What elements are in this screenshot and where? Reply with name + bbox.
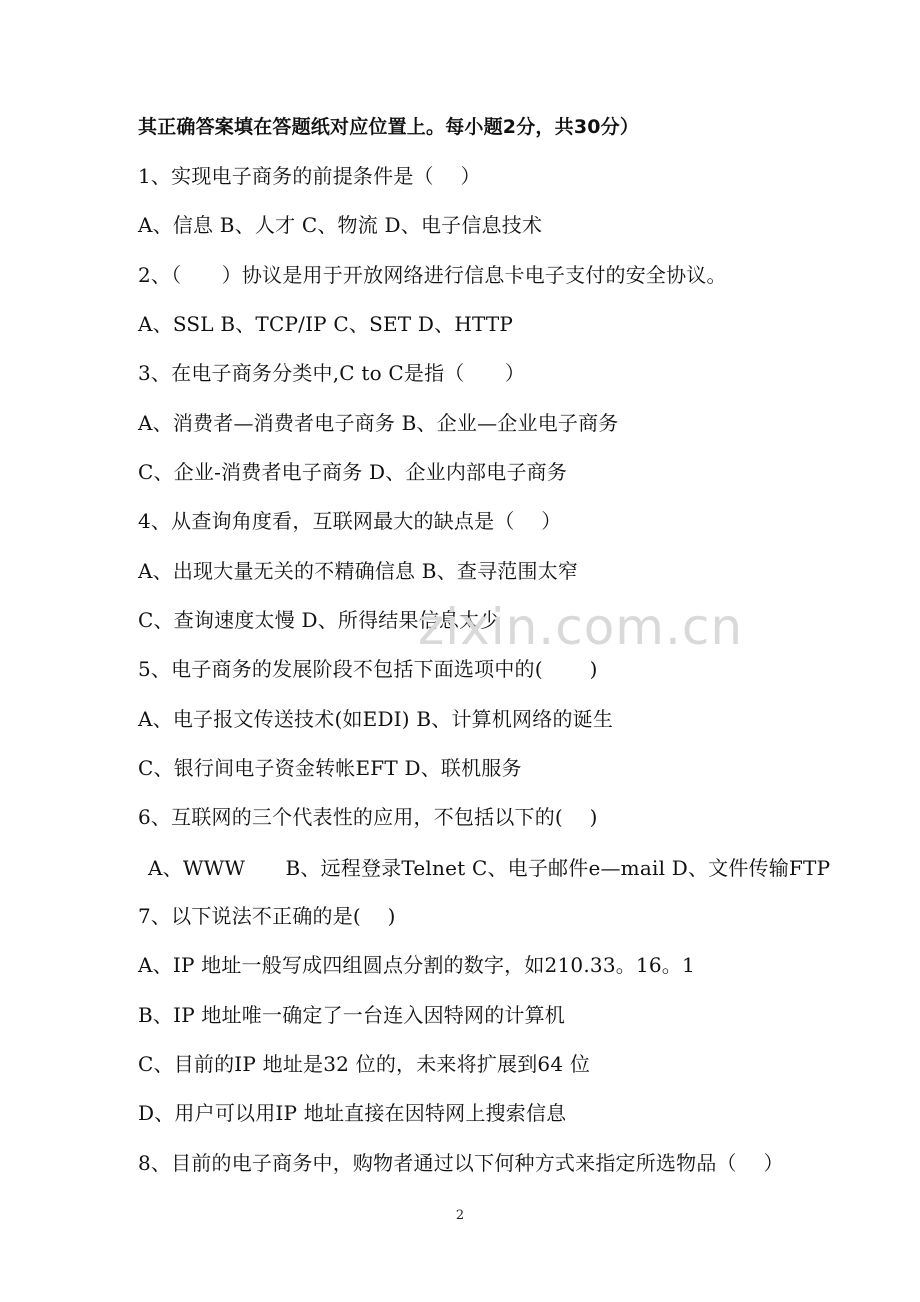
question-7: 7、以下说法不正确的是( ) xyxy=(138,904,396,928)
question-4-options-cd: C、查询速度太慢 D、所得结果信息太少 xyxy=(138,608,500,632)
question-5: 5、电子商务的发展阶段不包括下面选项中的( ) xyxy=(138,657,598,681)
question-7-option-b: B、IP 地址唯一确定了一台连入因特网的计算机 xyxy=(138,1003,566,1027)
question-7-option-c: C、目前的IP 地址是32 位的，未来将扩展到64 位 xyxy=(138,1052,591,1076)
page-number: 2 xyxy=(455,1208,465,1223)
question-5-options-cd: C、银行间电子资金转帐EFT D、联机服务 xyxy=(138,756,522,780)
question-8: 8、目前的电子商务中，购物者通过以下何种方式来指定所选物品（ ） xyxy=(138,1151,784,1175)
question-4: 4、从查询角度看，互联网最大的缺点是（ ） xyxy=(138,509,562,533)
question-1-options: A、信息 B、人才 C、物流 D、电子信息技术 xyxy=(138,213,543,237)
question-5-options-ab: A、电子报文传送技术(如EDI) B、计算机网络的诞生 xyxy=(138,707,614,731)
question-6: 6、互联网的三个代表性的应用，不包括以下的( ) xyxy=(138,805,598,829)
watermark: zixin.com.cn xyxy=(418,598,744,656)
question-4-options-ab: A、出现大量无关的不精确信息 B、查寻范围太窄 xyxy=(138,559,579,583)
question-3: 3、在电子商务分类中,C to C是指（ ） xyxy=(138,361,526,385)
question-6-options: A、WWW B、远程登录Telnet C、电子邮件e—mail D、文件传输FTP xyxy=(148,856,831,880)
question-7-option-a: A、IP 地址一般写成四组圆点分割的数字，如210.33。16。1 xyxy=(138,953,695,977)
question-2-options: A、SSL B、TCP/IP C、SET D、HTTP xyxy=(138,312,514,336)
question-1: 1、实现电子商务的前提条件是（ ） xyxy=(138,164,481,188)
section-heading: 其正确答案填在答题纸对应位置上。每小题2分，共30分） xyxy=(138,116,640,138)
question-7-option-d: D、用户可以用IP 地址直接在因特网上搜索信息 xyxy=(138,1101,567,1125)
question-3-options-cd: C、企业-消费者电子商务 D、企业内部电子商务 xyxy=(138,460,568,484)
question-3-options-ab: A、消费者—消费者电子商务 B、企业—企业电子商务 xyxy=(138,411,619,435)
question-2: 2、（ ）协议是用于开放网络进行信息卡电子支付的安全协议。 xyxy=(138,263,727,287)
